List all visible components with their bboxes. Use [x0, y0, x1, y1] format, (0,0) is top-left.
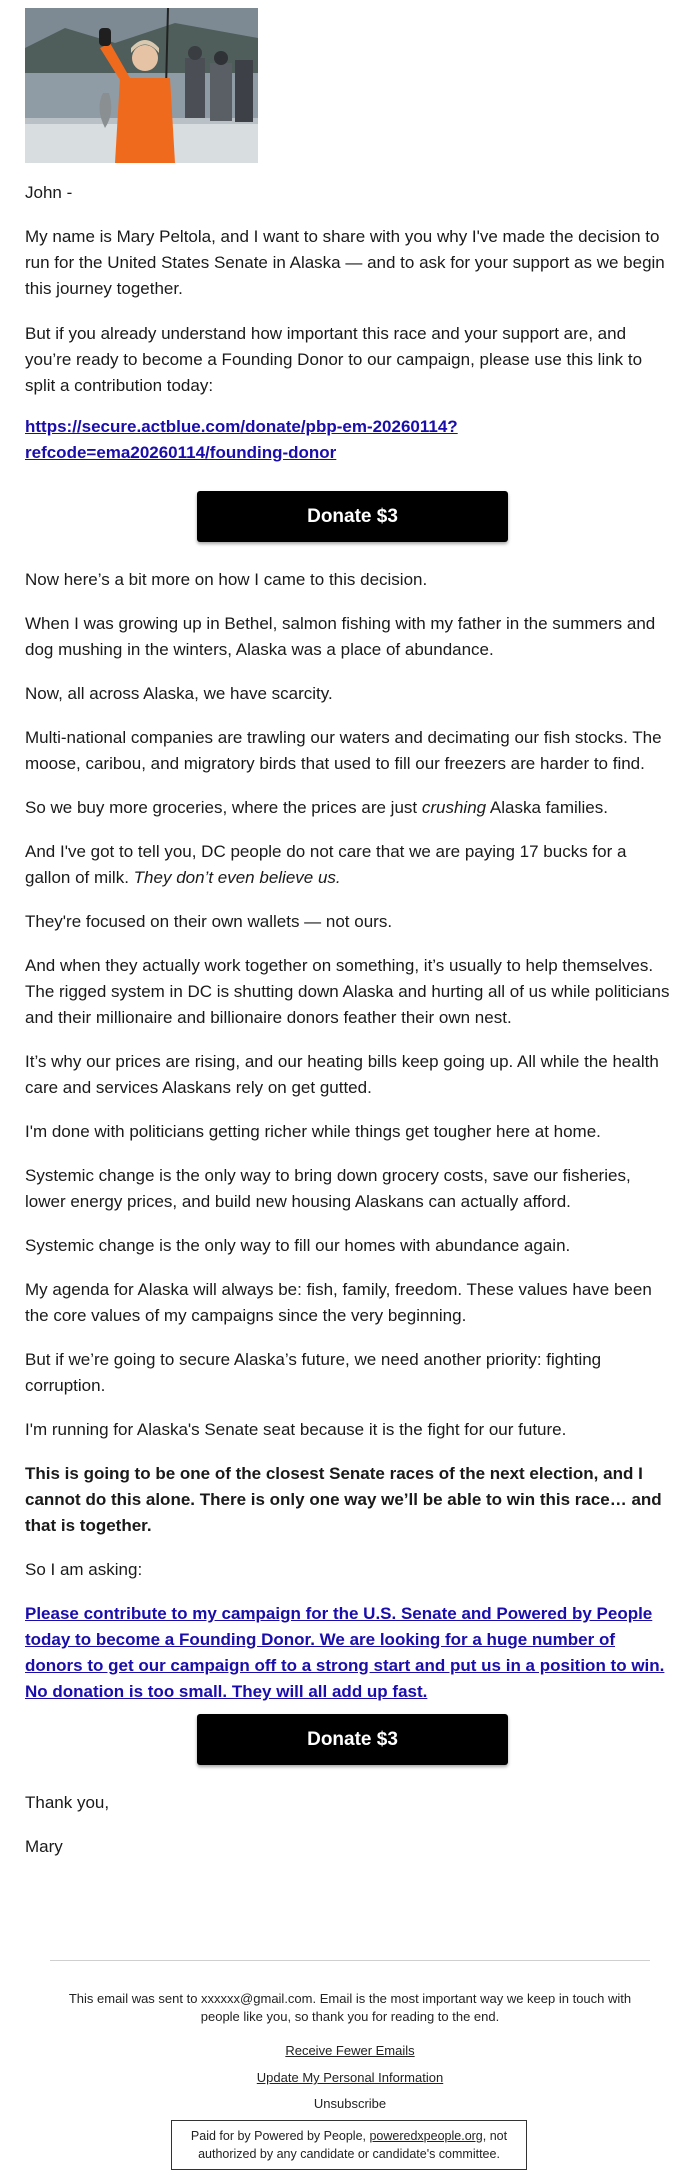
contribute-link-paragraph	[25, 1601, 675, 1705]
footer-unsubscribe	[50, 2095, 650, 2113]
paragraph-senate-seat: I'm running for Alaska's Senate seat because it is the fight for our future.	[25, 1420, 567, 1439]
paragraph-decision: Now here’s a bit more on how I came to this decision.	[25, 570, 428, 589]
paragraph-scarcity: Now, all across Alaska, we have scarcity.	[25, 684, 333, 703]
paid-for-text: Paid for by Powered by People,	[190, 2129, 370, 2143]
paid-for-disclaimer	[171, 2120, 527, 2170]
paragraph-asking: So I am asking:	[25, 1560, 143, 1579]
paragraph-trawling: Multi-national companies are trawling our waters and decimating our fish stocks. The moose, caribou, and migratory birds that used to fill our freezers are harder to find.	[25, 728, 662, 773]
footer-fewer-emails	[50, 2042, 650, 2060]
footer-update-info	[50, 2069, 650, 2087]
donate-button-bottom[interactable]: Donate $3	[197, 1714, 508, 1765]
hero-photo	[25, 8, 258, 163]
poweredxpeople-link[interactable]: poweredxpeople.org	[369, 2129, 483, 2143]
paid-for-text-end: , not authorized by any candidate or candidate's committee.	[198, 2129, 508, 2161]
paragraph-groceries: So we buy more groceries, where the prices are just crushing Alaska families.	[25, 798, 608, 817]
receive-fewer-emails-link[interactable]: Receive Fewer Emails	[285, 2043, 415, 2058]
footer-sent-to: This email was sent to xxxxxx@gmail.com. Email is the most important way we keep in touch with people like you, so thank you for reading to the end.	[68, 1991, 632, 2024]
fishing-boat-image	[25, 8, 258, 163]
signoff: Thank you,	[25, 1793, 110, 1812]
paragraph-rigged-system: And when they actually work together on something, it’s usually to help themselves. The rigged system in DC is shutting down Alaska and hurting all of us while politicians and their millionaire and billionaire donors feather their own nest.	[25, 956, 670, 1027]
paragraph-systemic-change-2: Systemic change is the only way to fill our homes with abundance again.	[25, 1236, 571, 1255]
founding-donor-paragraph: But if you already understand how important this race and your support are, and you’re ready to become a Founding Donor to our campaign, please use this link to split a contribution today:	[25, 324, 643, 395]
contribute-link[interactable]: Please contribute to my campaign for the U.S. Senate and Powered by People today to become a Founding Donor. We are looking for a huge number of donors to get our campaign off to a strong start and put us in a position to win. No donation is too small. They will all add up fast.	[25, 1604, 665, 1701]
intro-paragraph: My name is Mary Peltola, and I want to share with you why I've made the decision to run for the United States Senate in Alaska — and to ask for your support as we begin this journey together.	[25, 227, 665, 298]
paragraph-wallets: They're focused on their own wallets — not ours.	[25, 912, 393, 931]
paragraph-prices: It’s why our prices are rising, and our heating bills keep going up. All while the health care and services Alaskans rely on get gutted.	[25, 1052, 659, 1097]
donate-url-link[interactable]	[25, 417, 458, 462]
unsubscribe-link[interactable]: Unsubscribe	[313, 2096, 387, 2111]
donate-button-top[interactable]: Donate $3	[197, 491, 508, 542]
paragraph-closest-race: This is going to be one of the closest Senate races of the next election, and I cannot do this alone. There is only one way we’ll be able to win this race… and that is together.	[25, 1464, 662, 1535]
footer-divider	[50, 1960, 650, 1961]
donate-link-paragraph	[25, 414, 675, 466]
signature: Mary	[25, 1837, 63, 1856]
paragraph-systemic-change-1: Systemic change is the only way to bring down grocery costs, save our fisheries, lower energy prices, and build new housing Alaskans can actually afford.	[25, 1166, 631, 1211]
greeting: John -	[25, 183, 73, 202]
paragraph-politicians: I'm done with politicians getting richer while things get tougher here at home.	[25, 1122, 601, 1141]
paragraph-bethel: When I was growing up in Bethel, salmon fishing with my father in the summers and dog mushing in the winters, Alaska was a place of abundance.	[25, 614, 656, 659]
paragraph-milk: And I've got to tell you, DC people do not care that we are paying 17 bucks for a gallon of milk. They don’t even believe us.	[25, 842, 627, 887]
update-personal-info-link[interactable]: Update My Personal Information	[256, 2070, 444, 2085]
donate-url-line-2: refcode=ema20260114/founding-donor	[25, 443, 337, 462]
paragraph-agenda: My agenda for Alaska will always be: fish, family, freedom. These values have been the core values of my campaigns since the very beginning.	[25, 1280, 652, 1325]
donate-url-line-1: https://secure.actblue.com/donate/pbp-em-20260114?	[25, 417, 458, 436]
paragraph-corruption: But if we’re going to secure Alaska’s future, we need another priority: fighting corruption.	[25, 1350, 602, 1395]
